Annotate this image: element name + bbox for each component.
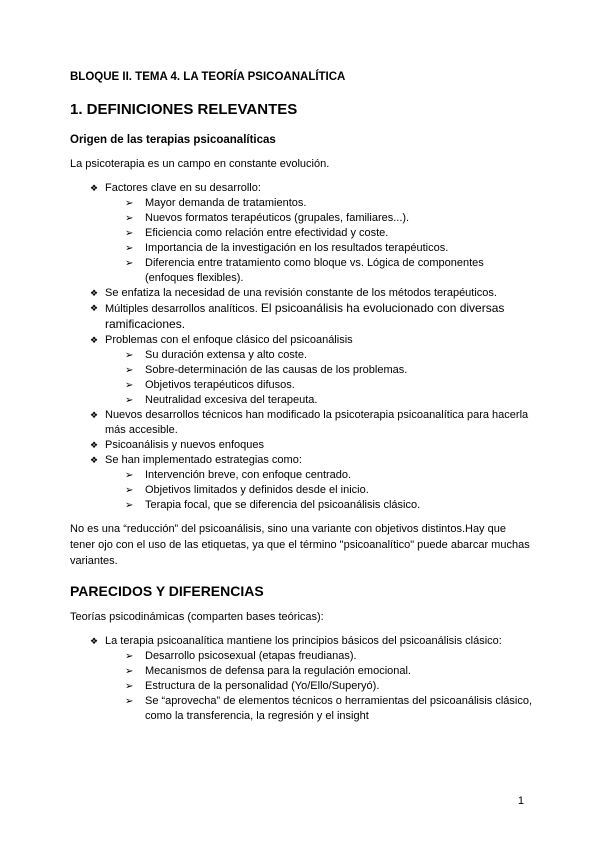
list-item-text: Diferencia entre tratamiento como bloque vs. Lógica de componentes (enfoques flexibles). bbox=[145, 257, 484, 284]
list-item-text: Problemas con el enfoque clásico del psicoanálisis bbox=[105, 334, 353, 346]
intro-paragraph: La psicoterapia es un campo en constante evolución. bbox=[70, 158, 330, 170]
diamond-bullet-icon: ❖ bbox=[90, 455, 99, 465]
list-item bbox=[70, 378, 534, 393]
diamond-bullet-icon: ❖ bbox=[90, 636, 99, 646]
diamond-bullet-icon: ❖ bbox=[90, 335, 99, 345]
list-item bbox=[70, 468, 534, 483]
list-item-text: Desarrollo psicosexual (etapas freudianas). bbox=[145, 650, 357, 662]
list-item-text: Su duración extensa y alto coste. bbox=[145, 349, 308, 361]
list-item bbox=[70, 408, 534, 438]
list-item-text: Intervención breve, con enfoque centrado. bbox=[145, 469, 352, 481]
diamond-bullet-icon: ❖ bbox=[90, 440, 99, 450]
diamond-bullet-icon: ❖ bbox=[90, 183, 99, 193]
list-item-text: Sobre-determinación de las causas de los problemas. bbox=[145, 364, 408, 376]
list-item-text: Mayor demanda de tratamientos. bbox=[145, 197, 307, 209]
document-content bbox=[70, 69, 534, 724]
list-item bbox=[70, 348, 534, 363]
list-item-text: Nuevos desarrollos técnicos han modificado la psicoterapia psicoanalítica para hacerla más accesible. bbox=[105, 409, 529, 436]
list-item bbox=[70, 363, 534, 378]
list-item bbox=[70, 393, 534, 408]
arrow-bullet-icon: ➢ bbox=[125, 666, 134, 677]
list-item-text: Objetivos terapéuticos difusos. bbox=[145, 379, 295, 391]
list-item-text: Neutralidad excesiva del terapeuta. bbox=[145, 394, 318, 406]
list-item-text bbox=[105, 301, 534, 333]
list-item bbox=[70, 211, 534, 226]
list-item-text: Terapia focal, que se diferencia del psicoanálisis clásico. bbox=[145, 499, 421, 511]
arrow-bullet-icon: ➢ bbox=[125, 395, 134, 406]
list-item bbox=[70, 256, 534, 286]
arrow-bullet-icon: ➢ bbox=[125, 228, 134, 239]
definitions-list bbox=[70, 181, 534, 513]
arrow-bullet-icon: ➢ bbox=[125, 485, 134, 496]
section-2-heading: PARECIDOS Y DIFERENCIAS bbox=[70, 583, 264, 599]
diamond-bullet-icon: ❖ bbox=[90, 288, 99, 298]
list-item bbox=[70, 694, 534, 724]
list-item bbox=[70, 196, 534, 211]
page-number: 1 bbox=[517, 795, 524, 807]
arrow-bullet-icon: ➢ bbox=[125, 213, 134, 224]
list-item bbox=[70, 438, 534, 453]
list-item bbox=[70, 181, 534, 196]
text-run: Múltiples desarrollos analíticos. bbox=[105, 303, 261, 315]
diamond-bullet-icon: ❖ bbox=[90, 410, 99, 420]
list-item-text: Nuevos formatos terapéuticos (grupales, familiares...). bbox=[145, 212, 410, 224]
similarities-list bbox=[70, 634, 534, 724]
list-item bbox=[70, 453, 534, 468]
arrow-bullet-icon: ➢ bbox=[125, 681, 134, 692]
doc-title: BLOQUE II. TEMA 4. LA TEORÍA PSICOANALÍTICA bbox=[70, 71, 346, 83]
list-item bbox=[70, 649, 534, 664]
section-1-heading: 1. DEFINICIONES RELEVANTES bbox=[70, 101, 298, 118]
list-item-text: Se han implementado estrategias como: bbox=[105, 454, 302, 466]
list-item-text: Se enfatiza la necesidad de una revisión constante de los métodos terapéuticos. bbox=[105, 287, 497, 299]
list-item bbox=[70, 226, 534, 241]
list-item bbox=[70, 679, 534, 694]
arrow-bullet-icon: ➢ bbox=[125, 365, 134, 376]
list-item bbox=[70, 634, 534, 649]
list-item bbox=[70, 286, 534, 301]
list-item bbox=[70, 333, 534, 348]
arrow-bullet-icon: ➢ bbox=[125, 198, 134, 209]
arrow-bullet-icon: ➢ bbox=[125, 651, 134, 662]
list-item bbox=[70, 241, 534, 256]
diamond-bullet-icon: ❖ bbox=[90, 303, 99, 313]
note-paragraph: No es una “reducción” del psicoanálisis, sino una variante con objetivos distintos.Hay que tener ojo con el uso de las etiquetas, ya que el término "psicoanalítico" puede abarcar muchas variantes. bbox=[70, 523, 530, 567]
list-item-text: Estructura de la personalidad (Yo/Ello/Superyó). bbox=[145, 680, 380, 692]
arrow-bullet-icon: ➢ bbox=[125, 696, 134, 707]
list-item bbox=[70, 664, 534, 679]
list-item-text: La terapia psicoanalítica mantiene los principios básicos del psicoanálisis clásico: bbox=[105, 635, 502, 647]
list-item bbox=[70, 301, 534, 333]
text-run-alt-font: El psicoanálisis ha evolucionado con diversas ramificaciones. bbox=[105, 301, 505, 331]
arrow-bullet-icon: ➢ bbox=[125, 350, 134, 361]
list-item-text: Importancia de la investigación en los resultados terapéuticos. bbox=[145, 242, 449, 254]
list-item bbox=[70, 483, 534, 498]
list-item-text: Factores clave en su desarrollo: bbox=[105, 182, 261, 194]
list-item-text: Se “aprovecha” de elementos técnicos o herramientas del psicoanálisis clásico, como la transferencia, la regresión y el insight bbox=[145, 695, 533, 722]
arrow-bullet-icon: ➢ bbox=[125, 243, 134, 254]
arrow-bullet-icon: ➢ bbox=[125, 500, 134, 511]
arrow-bullet-icon: ➢ bbox=[125, 380, 134, 391]
arrow-bullet-icon: ➢ bbox=[125, 470, 134, 481]
list-item bbox=[70, 498, 534, 513]
list-item-text: Eficiencia como relación entre efectividad y coste. bbox=[145, 227, 389, 239]
arrow-bullet-icon: ➢ bbox=[125, 258, 134, 269]
list-item-text: Objetivos limitados y definidos desde el inicio. bbox=[145, 484, 369, 496]
list-item-text: Mecanismos de defensa para la regulación emocional. bbox=[145, 665, 411, 677]
list-item-text: Psicoanálisis y nuevos enfoques bbox=[105, 439, 264, 451]
section-2-intro: Teorías psicodinámicas (comparten bases teóricas): bbox=[70, 611, 324, 623]
subsection-heading: Origen de las terapias psicoanalíticas bbox=[70, 134, 276, 146]
